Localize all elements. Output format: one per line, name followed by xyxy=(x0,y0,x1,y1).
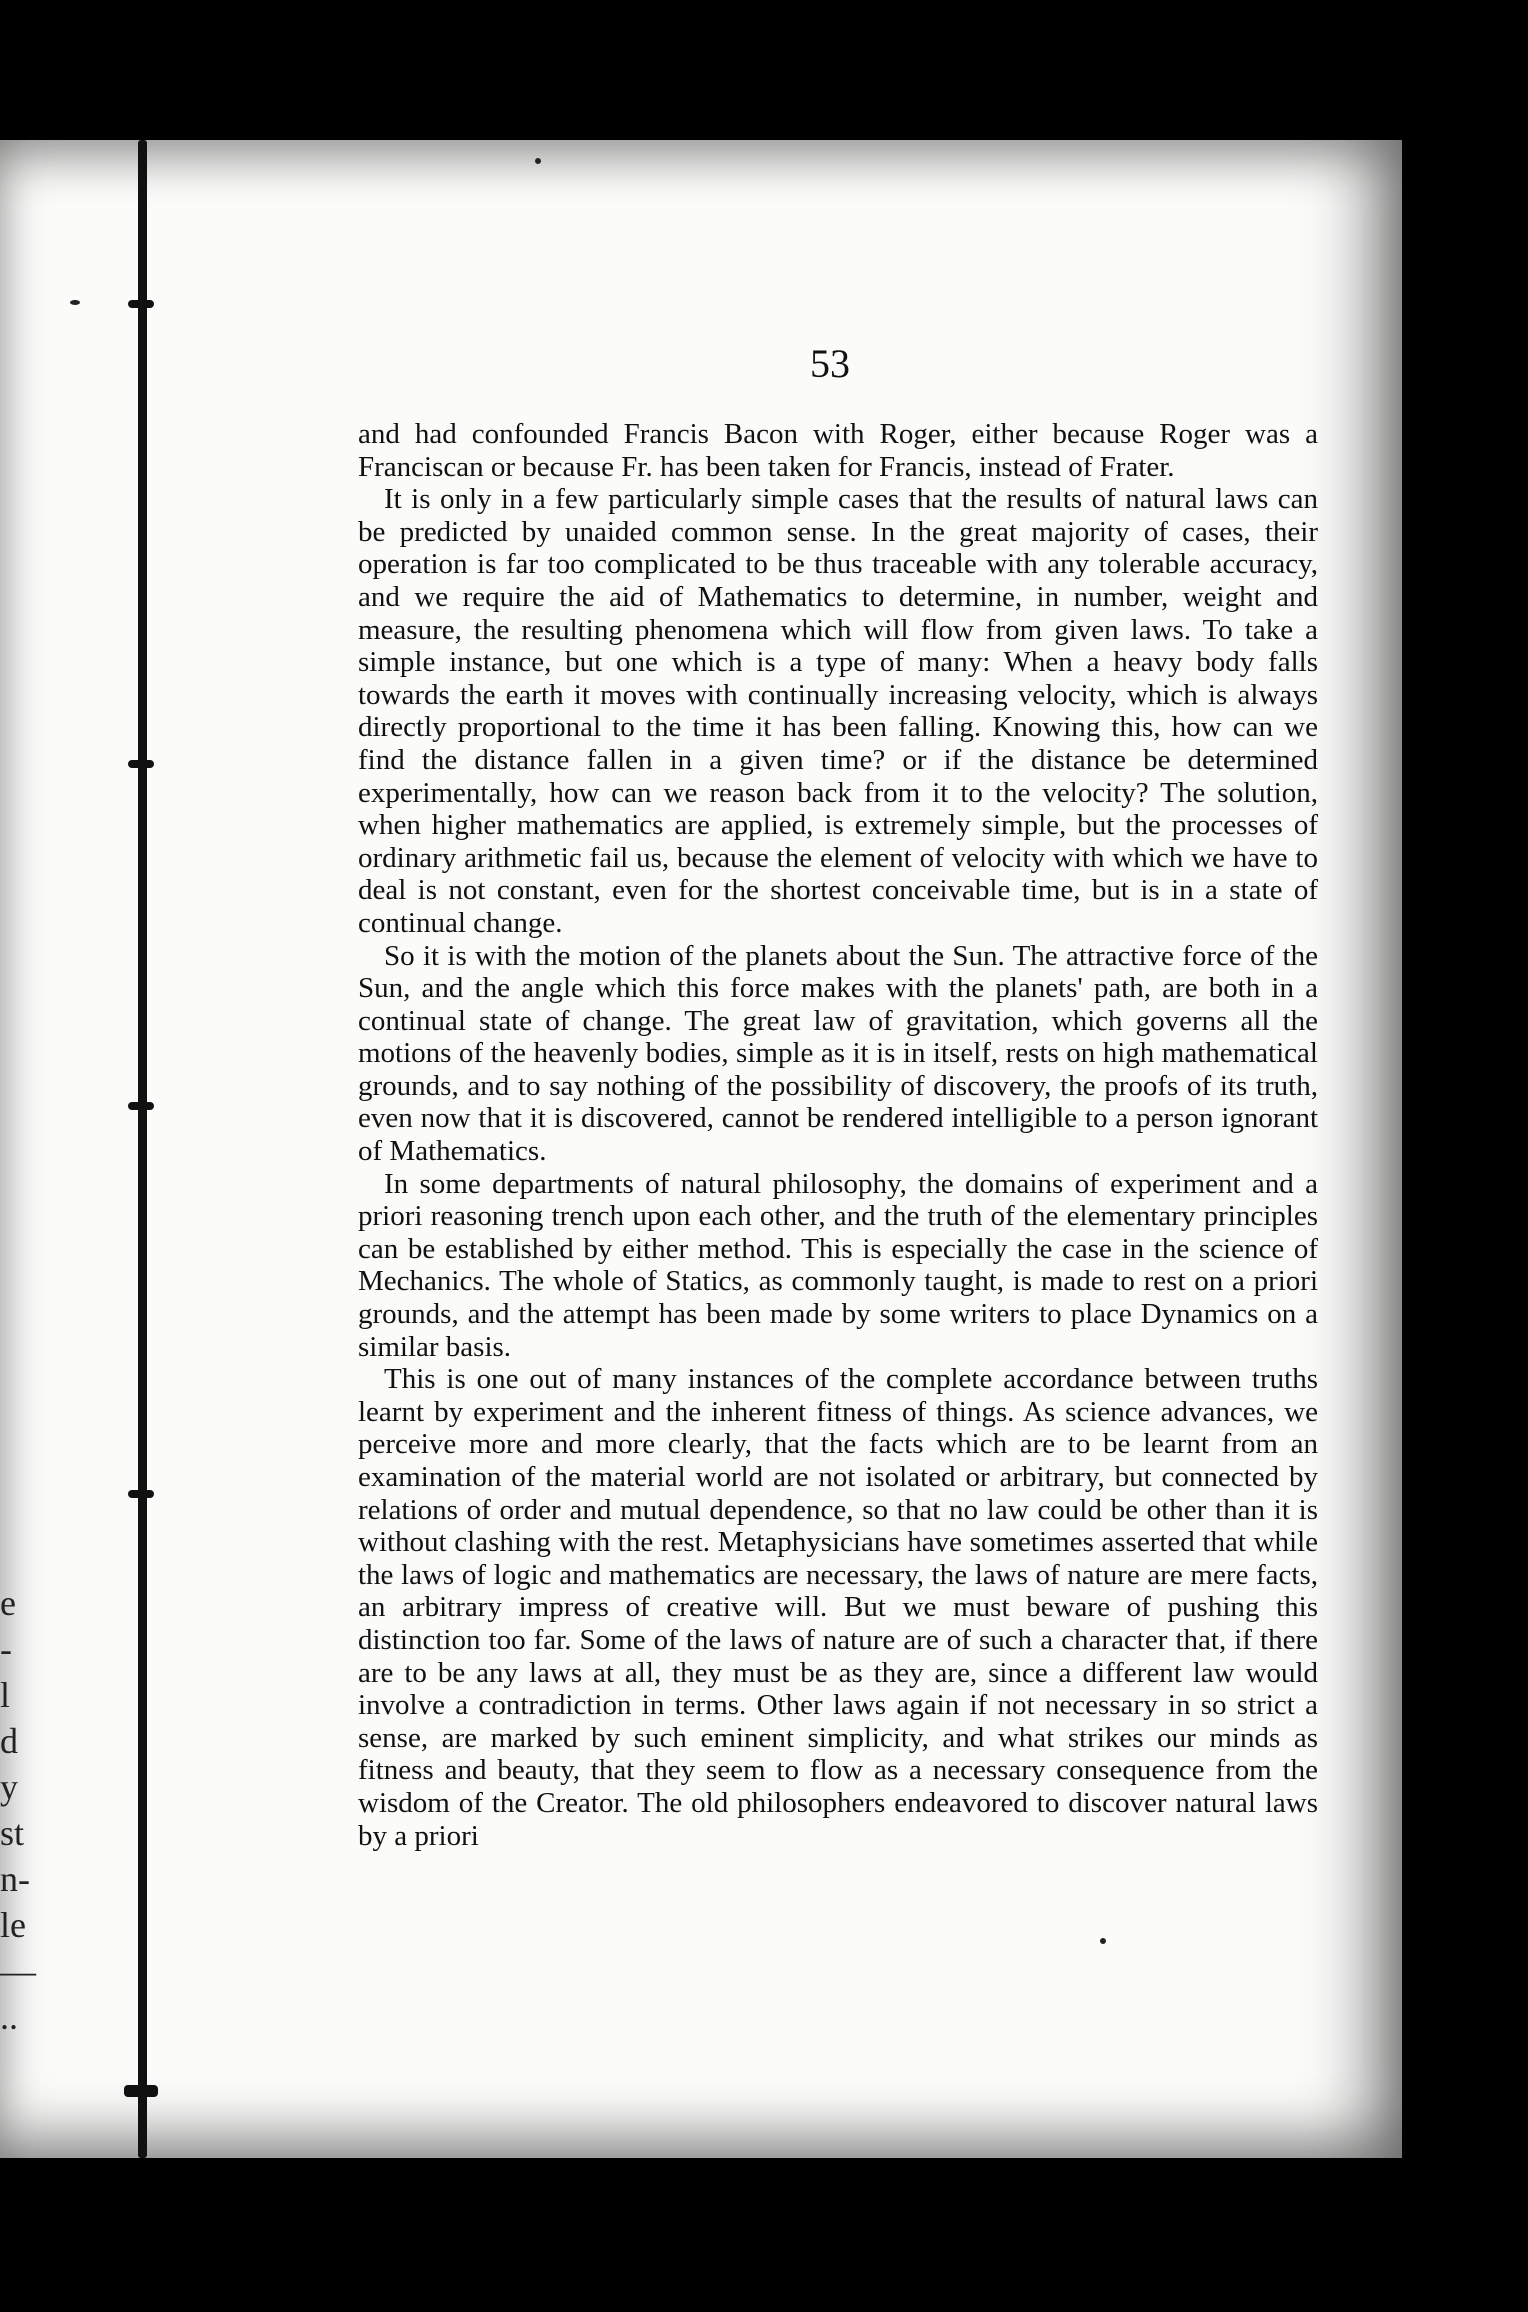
paragraph: This is one out of many instances of the complete accordance between truths learnt by experiment and the inherent fitness of things. As science advances, we perceive more and more clearly, that the facts which are to be learnt from an examination of the material world are not isolated or arbitrary, but connected by relations of order and mutual dependence, so that no law could be other than it is without clashing with the rest. Metaphysicians have sometimes asserted that while the laws of logic and mathematics are necessary, the laws of nature are mere facts, an arbitrary impress of creative will. But we must beware of pushing this distinction too far. Some of the laws of nature are of such a character that, if there are to be any laws at all, they must be as they are, since a different law would involve a contradiction in terms. Other laws again if not necessary in so strict a sense, are marked by such eminent simplicity, and what strikes our minds as fitness and beauty, that they seem to flow as a necessary consequence from the wisdom of the Creator. The old philosophers endeavored to discover natural laws by a priori xyxy=(358,1363,1318,1852)
paragraph: In some departments of natural philosophy, the domains of experiment and a priori reasoning trench upon each other, and the truth of the elementary principles can be established by either method. This is especially the case in the science of Mechanics. The whole of Statics, as commonly taught, is made to rest on a priori grounds, and the attempt has been made by some writers to place Dynamics on a similar basis. xyxy=(358,1167,1318,1363)
body-text xyxy=(358,418,1318,1852)
adjacent-page-fragments xyxy=(0,1580,36,2040)
fragment: e xyxy=(0,1583,16,1623)
paragraph: and had confounded Francis Bacon with Roger, either because Roger was a Franciscan or because Fr. has been taken for Francis, instead of Frater. xyxy=(358,418,1318,483)
gutter-mark xyxy=(124,2085,158,2097)
fragment: n- xyxy=(0,1859,30,1899)
page-number: 53 xyxy=(810,341,850,386)
fragment: le xyxy=(0,1905,26,1945)
binding-gutter-line xyxy=(138,140,147,2158)
ink-speck xyxy=(535,158,541,164)
ink-speck xyxy=(1100,1938,1106,1944)
fragment: y xyxy=(0,1767,18,1807)
paragraph: So it is with the motion of the planets about the Sun. The attractive force of the Sun, and the angle which this force makes with the planets' path, are both in a continual state of change. The great law of gravitation, which governs all the motions of the heavenly bodies, simple as it is in itself, rests on high mathematical grounds, and to say nothing of the possibility of discovery, the proofs of its truth, even now that it is discovered, cannot be rendered intelligible to a person ignorant of Mathematics. xyxy=(358,939,1318,1168)
fragment: d xyxy=(0,1721,18,1761)
gutter-mark xyxy=(128,760,154,768)
fragment: - xyxy=(0,1629,12,1669)
fragment: l xyxy=(0,1675,11,1715)
gutter-mark xyxy=(128,1102,154,1110)
gutter-mark xyxy=(128,300,154,308)
fragment: — xyxy=(0,1951,36,1991)
gutter-mark xyxy=(128,1490,154,1498)
paragraph: It is only in a few particularly simple cases that the results of natural laws can be predicted by unaided common sense. In the great majority of cases, their operation is far too complicated to be thus traceable with any tolerable accuracy, and we require the aid of Mathematics to determine, in number, weight and measure, the resulting phenomena which will flow from given laws. To take a simple instance, but one which is a type of many: When a heavy body falls towards the earth it moves with continually increasing velocity, which is always directly proportional to the time it has been falling. Knowing this, how can we find the distance fallen in a given time? or if the distance be determined experimentally, how can we reason back from it to the velocity? The solution, when higher mathematics are applied, is extremely simple, but the processes of ordinary arithmetic fail us, because the element of velocity with which we have to deal is not constant, even for the shortest conceivable time, but is in a state of continual change. xyxy=(358,483,1318,939)
ink-speck xyxy=(70,300,80,305)
fragment: .. xyxy=(0,1997,18,2037)
fragment: st xyxy=(0,1813,25,1853)
